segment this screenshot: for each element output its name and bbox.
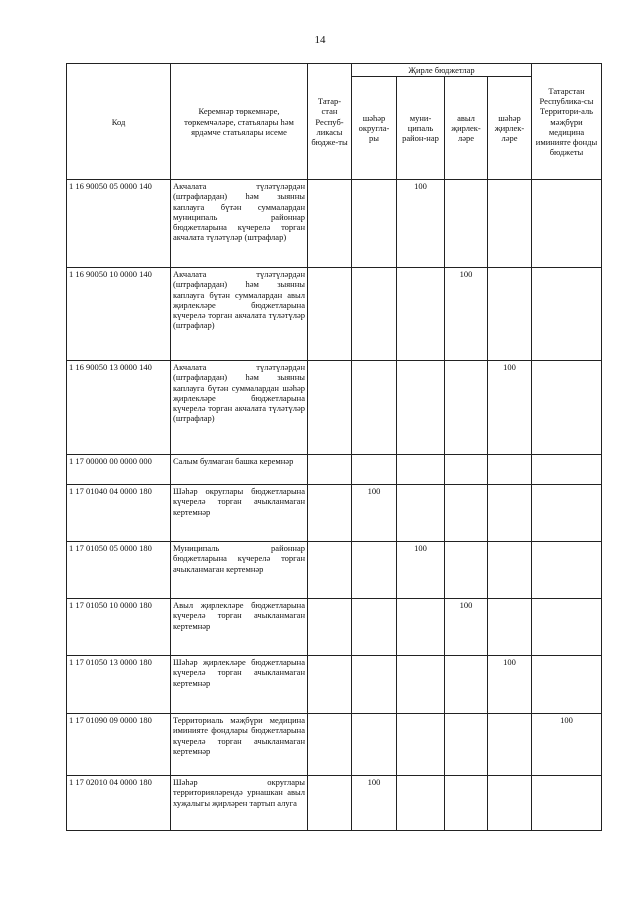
header-city-districts: шәһәр округла-ры	[352, 77, 397, 180]
cell-city-districts	[352, 455, 397, 485]
row-name: Муниципаль районнар бюджетларына күчерелә торган ачыкланмаган кертемнәр	[171, 542, 308, 599]
row-name: Акчалата түләтүләрдән (штрафлардан) һәм зыянны каплауга бүтән суммалардан авыл җирлекләре бюджетларына күчерелә торган акчалата түләтүләр (штрафлар)	[171, 268, 308, 361]
cell-city-districts: 100	[352, 485, 397, 542]
cell-city-districts: 100	[352, 776, 397, 831]
cell-urban-settlements	[488, 455, 532, 485]
cell-urban-settlements	[488, 599, 532, 656]
table-row	[67, 714, 602, 776]
cell-city-districts	[352, 714, 397, 776]
budget-classification-table	[66, 63, 602, 831]
cell-medical-fund	[532, 776, 602, 831]
cell-urban-settlements	[488, 268, 532, 361]
cell-municipal-districts	[397, 455, 445, 485]
cell-rural-settlements	[445, 485, 488, 542]
header-municipal-districts: муни-ципаль район-нар	[397, 77, 445, 180]
cell-medical-fund	[532, 180, 602, 268]
row-name: Авыл җирлекләре бюджетларына күчерелә торган ачыкланмаган кертемнәр	[171, 599, 308, 656]
cell-urban-settlements	[488, 542, 532, 599]
cell-city-districts	[352, 180, 397, 268]
cell-municipal-districts	[397, 361, 445, 455]
cell-tatarstan	[308, 776, 352, 831]
header-code: Код	[67, 64, 171, 180]
cell-medical-fund	[532, 268, 602, 361]
cell-tatarstan	[308, 656, 352, 714]
cell-tatarstan	[308, 455, 352, 485]
cell-urban-settlements	[488, 180, 532, 268]
cell-medical-fund	[532, 542, 602, 599]
cell-city-districts	[352, 361, 397, 455]
table-row	[67, 180, 602, 268]
cell-city-districts	[352, 268, 397, 361]
header-urban-settlements: шәһәр җирлек-ләре	[488, 77, 532, 180]
row-code: 1 17 01050 10 0000 180	[67, 599, 171, 656]
cell-municipal-districts: 100	[397, 180, 445, 268]
cell-medical-fund	[532, 361, 602, 455]
table-row	[67, 455, 602, 485]
table-row	[67, 268, 602, 361]
cell-medical-fund	[532, 485, 602, 542]
cell-municipal-districts	[397, 656, 445, 714]
cell-urban-settlements: 100	[488, 656, 532, 714]
header-rural-settlements: авыл җирлек-ләре	[445, 77, 488, 180]
header-row-top	[67, 64, 602, 77]
cell-urban-settlements	[488, 714, 532, 776]
cell-urban-settlements	[488, 776, 532, 831]
cell-tatarstan	[308, 542, 352, 599]
cell-city-districts	[352, 656, 397, 714]
cell-rural-settlements	[445, 656, 488, 714]
header-local-budgets: Җирле бюджетлар	[352, 64, 532, 77]
cell-municipal-districts: 100	[397, 542, 445, 599]
row-name: Акчалата түләтүләрдән (штрафлардан) һәм зыянны каплауга бүтән суммалардан шәһәр җирлекләре бюджетларына күчерелә торган акчалата түләтүләр (штрафлар)	[171, 361, 308, 455]
row-name: Салым булмаган башка керемнәр	[171, 455, 308, 485]
cell-municipal-districts	[397, 268, 445, 361]
cell-tatarstan	[308, 180, 352, 268]
header-medical-fund: Татарстан Республика-сы Территори-аль мәҗбүри медицина иминияте фонды бюджеты	[532, 64, 602, 180]
cell-rural-settlements	[445, 361, 488, 455]
cell-urban-settlements	[488, 485, 532, 542]
cell-medical-fund	[532, 656, 602, 714]
row-code: 1 16 90050 13 0000 140	[67, 361, 171, 455]
row-code: 1 17 00000 00 0000 000	[67, 455, 171, 485]
header-name: Керемнәр төркемнәре, төркемчәләре, статьялары һәм ярдәмче статьялары исеме	[171, 64, 308, 180]
cell-rural-settlements: 100	[445, 268, 488, 361]
table-row	[67, 776, 602, 831]
cell-rural-settlements	[445, 776, 488, 831]
row-code: 1 17 01050 05 0000 180	[67, 542, 171, 599]
cell-tatarstan	[308, 485, 352, 542]
table-row	[67, 485, 602, 542]
cell-municipal-districts	[397, 599, 445, 656]
row-name: Шәһәр округлары территорияләрендә урнашкан авыл хуҗалыгы җирләрен тартып алуга	[171, 776, 308, 831]
row-code: 1 17 01040 04 0000 180	[67, 485, 171, 542]
row-code: 1 16 90050 10 0000 140	[67, 268, 171, 361]
row-name: Акчалата түләтүләрдән (штрафлардан) һәм зыянны каплауга бүтән суммалардан муниципаль районнар бюджетларына күчерелә торган акчалата түләтүләр (штрафлар)	[171, 180, 308, 268]
row-code: 1 16 90050 05 0000 140	[67, 180, 171, 268]
cell-rural-settlements	[445, 180, 488, 268]
cell-municipal-districts	[397, 714, 445, 776]
cell-tatarstan	[308, 361, 352, 455]
table-row	[67, 656, 602, 714]
cell-medical-fund: 100	[532, 714, 602, 776]
cell-tatarstan	[308, 714, 352, 776]
cell-municipal-districts	[397, 776, 445, 831]
cell-municipal-districts	[397, 485, 445, 542]
cell-city-districts	[352, 599, 397, 656]
row-name: Шәһәр җирлекләре бюджетларына күчерелә торган ачыкланмаган кертемнәр	[171, 656, 308, 714]
row-name: Шәһәр округлары бюджетларына күчерелә торган ачыкланмаган кертемнәр	[171, 485, 308, 542]
row-code: 1 17 01090 09 0000 180	[67, 714, 171, 776]
page-number: 14	[314, 34, 326, 46]
table-row	[67, 361, 602, 455]
cell-urban-settlements: 100	[488, 361, 532, 455]
cell-tatarstan	[308, 599, 352, 656]
row-name: Территориаль мәҗбүри медицина иминияте фондлары бюджетларына күчерелә торган ачыкланмаган кертемнәр	[171, 714, 308, 776]
cell-rural-settlements: 100	[445, 599, 488, 656]
row-code: 1 17 01050 13 0000 180	[67, 656, 171, 714]
row-code: 1 17 02010 04 0000 180	[67, 776, 171, 831]
cell-medical-fund	[532, 455, 602, 485]
table-row	[67, 542, 602, 599]
cell-rural-settlements	[445, 542, 488, 599]
cell-tatarstan	[308, 268, 352, 361]
cell-city-districts	[352, 542, 397, 599]
cell-medical-fund	[532, 599, 602, 656]
cell-rural-settlements	[445, 714, 488, 776]
cell-rural-settlements	[445, 455, 488, 485]
header-tatarstan-budget: Татар-стан Респуб-ликасы бюдже-ты	[308, 64, 352, 180]
table-row	[67, 599, 602, 656]
